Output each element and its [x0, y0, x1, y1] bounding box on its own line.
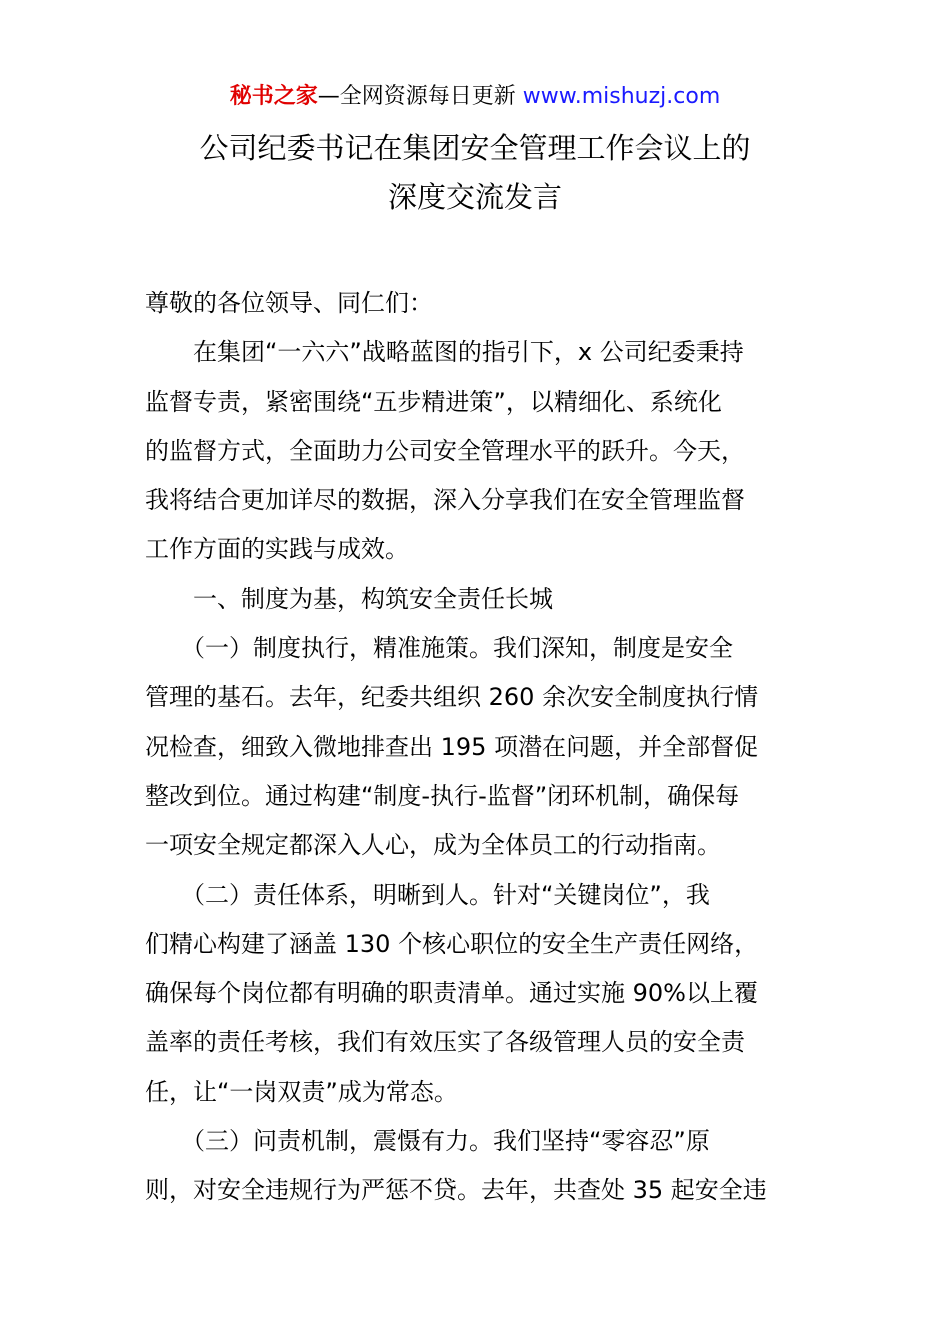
body-line: 盖率的责任考核，我们有效压实了各级管理人员的安全责 — [145, 1028, 745, 1057]
body-line: 我将结合更加详尽的数据，深入分享我们在安全管理监督 — [145, 486, 745, 515]
body-line: 们精心构建了涵盖 130 个核心职位的安全生产责任网络， — [145, 929, 759, 958]
body-line: 监督专责，紧密围绕“五步精进策”，以精细化、系统化 — [145, 387, 722, 416]
body-line: 的监督方式，全面助力公司安全管理水平的跃升。今天， — [145, 436, 745, 465]
body-line: （一）制度执行，精准施策。我们深知，制度是安全 — [145, 634, 733, 663]
body-line: 整改到位。通过构建“制度-执行-监督”闭环机制，确保每 — [145, 781, 740, 810]
document-body — [145, 279, 809, 1216]
body-line: 管理的基石。去年，纪委共组织 260 余次安全制度执行情 — [145, 683, 759, 712]
site-url-link[interactable]: www.mishuzj.com — [522, 84, 721, 109]
body-line: （三）问责机制，震慑有力。我们坚持“零容忍”原 — [145, 1127, 710, 1156]
body-line: （二）责任体系，明晰到人。针对“关键岗位”，我 — [145, 880, 710, 909]
brand-name: 秘书之家 — [229, 84, 318, 109]
body-line: 一项安全规定都深入人心，成为全体员工的行动指南。 — [145, 831, 721, 860]
body-line: 则，对安全违规行为严惩不贷。去年，共查处 35 起安全违 — [145, 1176, 767, 1205]
site-header — [0, 82, 950, 112]
body-line: 在集团“一六六”战略蓝图的指引下，x 公司纪委秉持 — [145, 338, 744, 367]
body-line: 工作方面的实践与成效。 — [145, 535, 409, 564]
body-line: 况检查，细致入微地排查出 195 项潜在问题，并全部督促 — [145, 732, 759, 761]
document-title-line-1: 公司纪委书记在集团安全管理工作会议上的 — [199, 131, 751, 165]
document-title-line-2: 深度交流发言 — [387, 180, 562, 214]
section-heading: 一、制度为基，构筑安全责任长城 — [145, 584, 553, 613]
header-tagline: —全网资源每日更新 — [317, 84, 523, 109]
body-line: 确保每个岗位都有明确的职责清单。通过实施 90%以上覆 — [145, 979, 758, 1008]
body-line: 任，让“一岗双责”成为常态。 — [145, 1077, 458, 1106]
body-line: 尊敬的各位领导、同仁们： — [145, 289, 433, 317]
